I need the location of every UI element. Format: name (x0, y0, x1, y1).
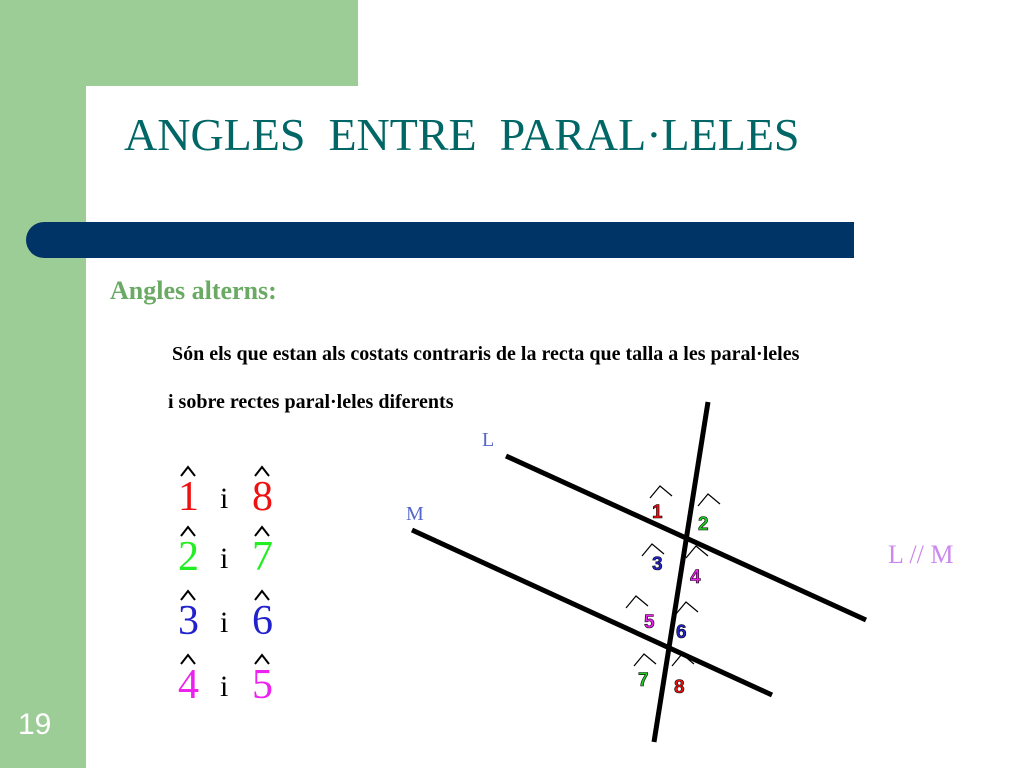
description-line-1: Són els que estan als costats contraris de la recta que talla a les paral·leles (172, 343, 800, 365)
angle-number: 2 (178, 534, 199, 580)
slide-title: ANGLES ENTRE PARAL·LELES (124, 109, 800, 160)
line-M-label: M (406, 503, 424, 525)
angle-label-1: 1 (652, 502, 663, 523)
angle-number: 6 (252, 598, 273, 644)
angle-number: 8 (252, 474, 273, 520)
angle-label-8: 8 (674, 677, 685, 698)
angle-number: 1 (178, 474, 199, 520)
parallel-note: L // M (888, 540, 954, 569)
angle-number: 5 (252, 662, 273, 708)
angle-label-5: 5 (644, 612, 655, 633)
angle-number: 3 (178, 598, 199, 644)
page-number: 19 (18, 708, 52, 741)
angle-label-7: 7 (638, 670, 649, 691)
angle-number: 7 (252, 534, 273, 580)
angle-label-2: 2 (698, 514, 709, 535)
section-subtitle: Angles alterns: (110, 276, 277, 305)
angle-label-6: 6 (676, 622, 687, 643)
line-L-label: L (482, 429, 495, 451)
description-line-2: i sobre rectes paral·leles diferents (168, 391, 454, 413)
angle-number: 4 (178, 662, 199, 708)
pair-separator: i (220, 606, 229, 639)
pair-separator: i (220, 670, 229, 703)
pair-separator: i (220, 482, 229, 515)
angle-label-3: 3 (652, 554, 663, 575)
angle-label-4: 4 (690, 567, 701, 588)
pair-separator: i (220, 542, 229, 575)
angle-markers (626, 486, 720, 666)
